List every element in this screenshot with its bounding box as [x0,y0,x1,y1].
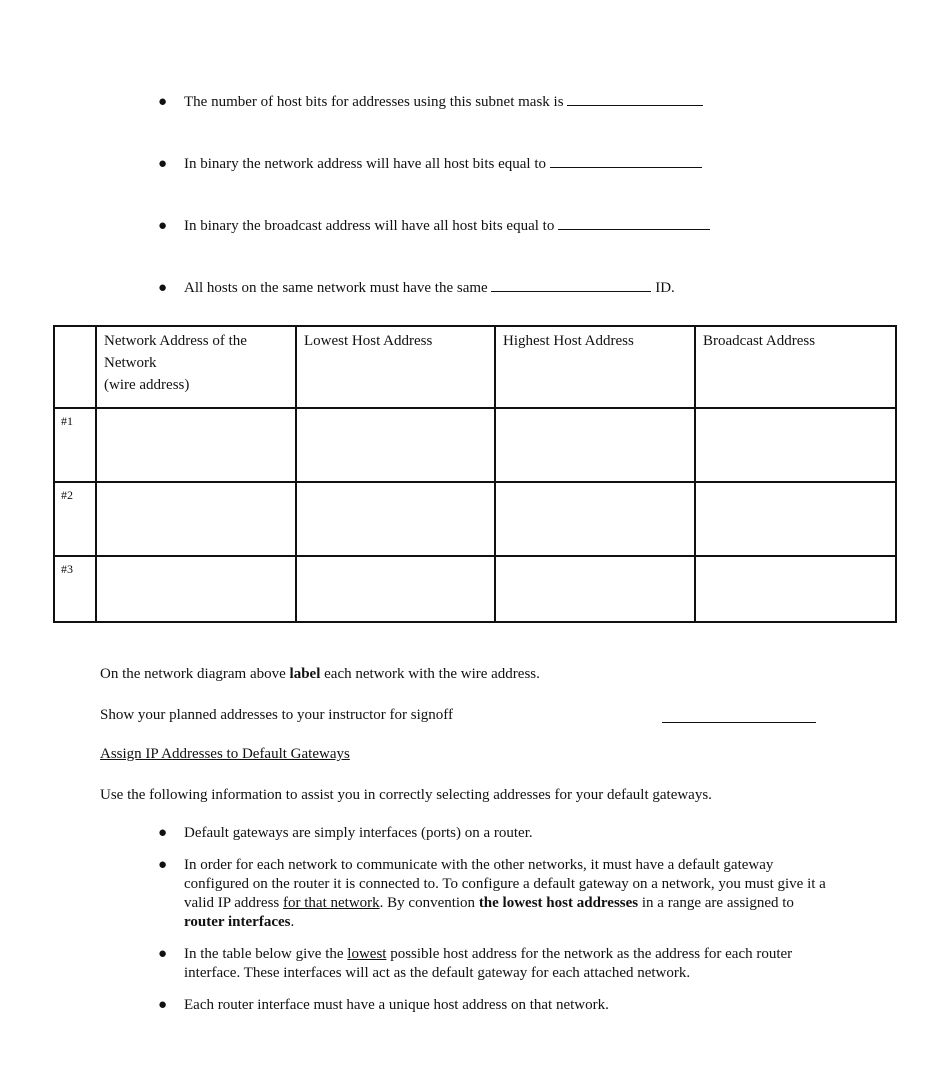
signoff-blank[interactable] [662,712,816,723]
bullet-dot: ● [158,997,168,1013]
cell-highest-host[interactable] [495,482,695,556]
cell-network-address[interactable] [96,482,296,556]
row-label: #1 [54,408,96,482]
bullet-unique-address: ● Each router interface must have a unique host address on that network. [158,997,609,1013]
cell-highest-host[interactable] [495,556,695,622]
bullet-text: The number of host bits for addresses using this subnet mask is [184,94,564,110]
cell-lowest-host[interactable] [296,556,495,622]
header-lowest-host: Lowest Host Address [296,326,495,408]
section-heading: Assign IP Addresses to Default Gateways [100,746,350,762]
bullet-gateway-config: ● In order for each network to communicate with the other networks, it must have a default gateway configured on the router it is connected to. To configure a default gateway on a network, you must give it a valid IP address for that network. By convention the lowest host addresses in a range are assigned to router interfaces. [158,857,826,930]
bullet-network-bits [150,154,850,216]
bullet-dot: ● [158,857,168,873]
bullet-host-bits [150,92,850,154]
answer-blank[interactable] [558,217,710,230]
header-broadcast: Broadcast Address [695,326,896,408]
row-label: #3 [54,556,96,622]
bullet-text: In binary the broadcast address will have all host bits equal to [184,218,555,234]
cell-lowest-host[interactable] [296,482,495,556]
table-row [54,556,896,622]
signoff-line: Show your planned addresses to your instructor for signoff [100,707,453,723]
corner-cell [54,326,96,408]
header-network-address: Network Address of the Network (wire address) [96,326,296,408]
cell-highest-host[interactable] [495,408,695,482]
answer-blank[interactable] [550,155,702,168]
table-row [54,482,896,556]
header-highest-host: Highest Host Address [495,326,695,408]
bullet-dot: ● [158,946,168,962]
top-bullet-list [150,92,850,340]
bullet-gateway-interfaces: ● Default gateways are simply interfaces (ports) on a router. [158,825,533,841]
bullet-text: All hosts on the same network must have the same [184,280,488,296]
bullet-suffix: ID. [655,280,675,296]
cell-broadcast[interactable] [695,408,896,482]
bullet-dot: ● [158,94,168,110]
bullet-broadcast-bits [150,216,850,278]
cell-network-address[interactable] [96,408,296,482]
table-header-row [54,326,896,408]
row-label: #2 [54,482,96,556]
bullet-lowest-address: ● In the table below give the lowest possible host address for the network as the address for each router interface. These interfaces will act as the default gateway for each attached network. [158,946,793,981]
cell-broadcast[interactable] [695,482,896,556]
bullet-dot: ● [158,280,168,296]
bullet-text: In binary the network address will have all host bits equal to [184,156,546,172]
answer-blank[interactable] [491,279,651,292]
table-row [54,408,896,482]
bullet-dot: ● [158,218,168,234]
cell-lowest-host[interactable] [296,408,495,482]
address-table [53,325,897,623]
cell-network-address[interactable] [96,556,296,622]
answer-blank[interactable] [567,93,703,106]
bullet-dot: ● [158,156,168,172]
bullet-dot: ● [158,825,168,841]
gateway-bullet-list [150,824,830,1028]
label-instruction: On the network diagram above label each network with the wire address. [100,666,540,682]
intro-paragraph: Use the following information to assist you in correctly selecting addresses for your default gateways. [100,787,712,803]
cell-broadcast[interactable] [695,556,896,622]
